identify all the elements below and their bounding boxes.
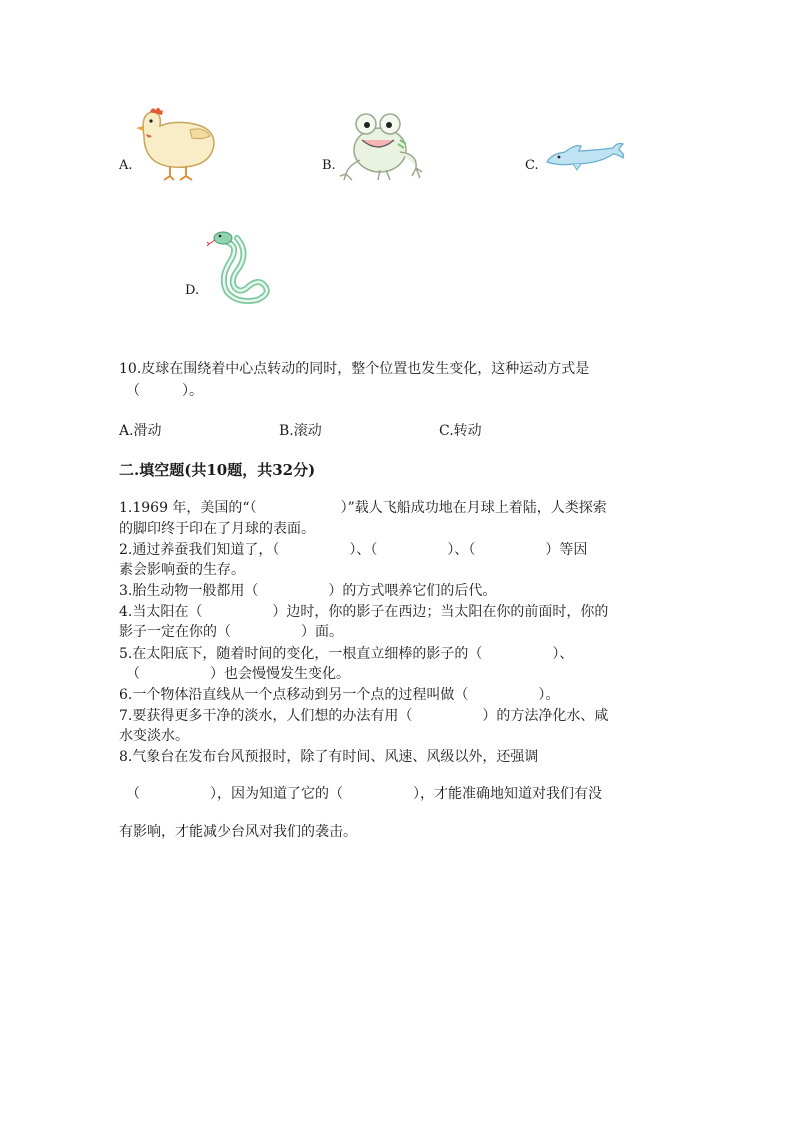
fill-line: 素会影响蚕的生存。 [119,562,245,578]
fill-line: （ ），因为知道了它的（ ），才能准确地知道对我们有没 [126,786,602,802]
question-10-option-b: B.滚动 [279,423,322,439]
fill-line: 6.一个物体沿直线从一个点移动到另一个点的过程叫做（ ）。 [119,687,560,703]
snake-icon [205,228,275,306]
question-10-line-1: 10.皮球在围绕着中心点转动的同时，整个位置也发生变化，这种运动方式是 [119,361,590,377]
fill-line: 的脚印终于印在了月球的表面。 [119,521,315,537]
frog-icon [340,110,424,182]
fill-line: 5.在太阳底下，随着时间的变化，一根直立细棒的影子的（ ）、 [119,646,574,662]
fill-line: 1.1969 年，美国的“（ ）”载人飞船成功地在月球上着陆，人类探索 [119,500,607,516]
fill-line: 7.要获得更多干净的淡水，人们想的办法有用（ ）的方法净化水、咸 [119,708,609,724]
option-letter-c: C. [525,158,539,173]
option-letter-d: D. [185,283,200,298]
fill-line: （ ）也会慢慢发生变化。 [126,666,350,682]
fill-line: 水变淡水。 [119,728,189,744]
hen-icon [130,106,218,182]
question-10-line-2: （ ）。 [126,383,203,399]
fill-line: 4.当太阳在（ ）边时，你的影子在西边；当太阳在你的前面时，你的 [119,604,609,620]
question-10-option-a: A.滑动 [119,423,162,439]
fill-line: 3.胎生动物一般都用（ ）的方式喂养它们的后代。 [119,583,497,599]
fill-line: 有影响，才能减少台风对我们的袭击。 [119,824,357,840]
option-letter-a: A. [119,158,133,173]
dolphin-icon [543,140,627,176]
option-letter-b: B. [322,158,336,173]
fill-line: 影子一定在你的（ ）面。 [119,624,343,640]
fill-line: 2.通过养蚕我们知道了，（ ）、（ ）、（ ）等因 [119,542,588,558]
section-title: 二.填空题(共10题，共32分) [119,461,316,479]
question-10-option-c: C.转动 [439,423,482,439]
fill-line: 8.气象台在发布台风预报时，除了有时间、风速、风级以外，还强调 [119,749,539,765]
